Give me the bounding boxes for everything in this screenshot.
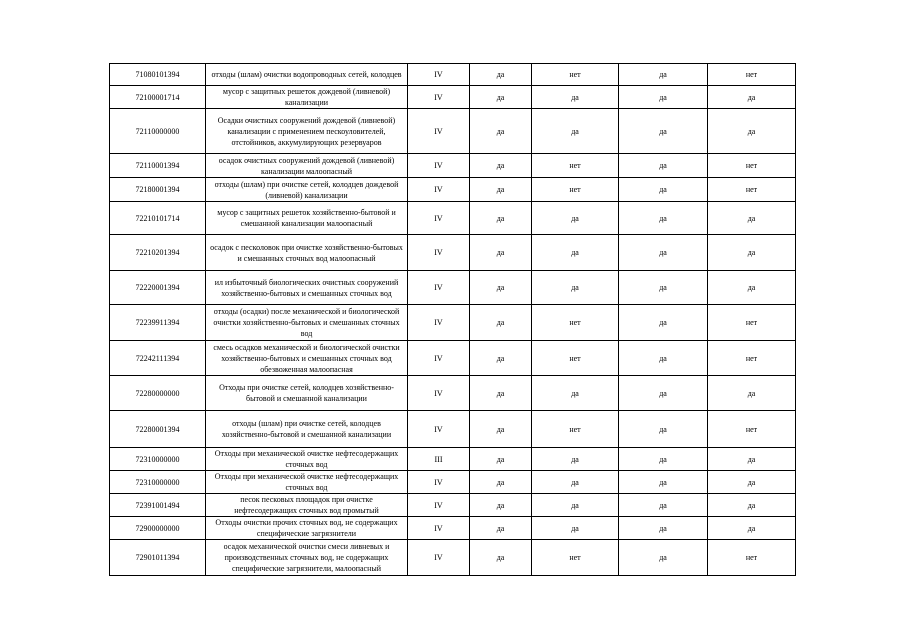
flag-cell-4: да — [708, 109, 796, 154]
flag-cell-3: да — [619, 178, 708, 202]
flag-cell-3: да — [619, 305, 708, 341]
waste-name-cell: осадок механической очистки смеси ливневых и производственных сточных вод, не содержащих специфические загрязнители, малоопасный — [206, 540, 408, 576]
flag-cell-3: да — [619, 376, 708, 411]
flag-cell-4: да — [708, 271, 796, 305]
hazard-class-cell: IV — [408, 376, 470, 411]
waste-code-cell: 72210201394 — [110, 235, 206, 271]
flag-cell-2: да — [532, 271, 619, 305]
table-row — [110, 271, 796, 305]
flag-cell-3: да — [619, 271, 708, 305]
hazard-class-cell: IV — [408, 202, 470, 235]
waste-name-cell: отходы (шлам) при очистке сетей, колодцев хозяйственно-бытовой и смешанной канализации — [206, 411, 408, 448]
table-row — [110, 86, 796, 109]
waste-code-cell: 72242111394 — [110, 341, 206, 376]
flag-cell-3: да — [619, 448, 708, 471]
hazard-class-cell: IV — [408, 494, 470, 517]
table-row — [110, 411, 796, 448]
flag-cell-4: да — [708, 471, 796, 494]
flag-cell-1: да — [470, 202, 532, 235]
waste-code-cell: 72100001714 — [110, 86, 206, 109]
flag-cell-1: да — [470, 235, 532, 271]
hazard-class-cell: IV — [408, 305, 470, 341]
flag-cell-4: нет — [708, 154, 796, 178]
waste-name-cell: Отходы при очистке сетей, колодцев хозяйственно-бытовой и смешанной канализации — [206, 376, 408, 411]
waste-code-cell: 72280001394 — [110, 411, 206, 448]
flag-cell-1: да — [470, 540, 532, 576]
flag-cell-3: да — [619, 154, 708, 178]
flag-cell-4: да — [708, 517, 796, 540]
waste-name-cell: Отходы при механической очистке нефтесодержащих сточных вод — [206, 471, 408, 494]
flag-cell-1: да — [470, 471, 532, 494]
flag-cell-1: да — [470, 411, 532, 448]
hazard-class-cell: IV — [408, 540, 470, 576]
hazard-class-cell: IV — [408, 109, 470, 154]
hazard-class-cell: IV — [408, 235, 470, 271]
waste-table-body — [110, 64, 796, 576]
waste-code-cell: 72220001394 — [110, 271, 206, 305]
flag-cell-4: да — [708, 86, 796, 109]
flag-cell-4: нет — [708, 178, 796, 202]
flag-cell-2: нет — [532, 411, 619, 448]
table-row — [110, 376, 796, 411]
flag-cell-1: да — [470, 494, 532, 517]
hazard-class-cell: IV — [408, 86, 470, 109]
table-row — [110, 540, 796, 576]
hazard-class-cell: IV — [408, 154, 470, 178]
flag-cell-1: да — [470, 86, 532, 109]
hazard-class-cell: IV — [408, 517, 470, 540]
flag-cell-4: нет — [708, 540, 796, 576]
table-row — [110, 341, 796, 376]
waste-name-cell: отходы (шлам) при очистке сетей, колодцев дождевой (ливневой) канализации — [206, 178, 408, 202]
flag-cell-2: да — [532, 494, 619, 517]
waste-code-cell: 72280000000 — [110, 376, 206, 411]
flag-cell-4: нет — [708, 411, 796, 448]
waste-name-cell: мусор с защитных решеток дождевой (ливневой) канализации — [206, 86, 408, 109]
flag-cell-4: да — [708, 235, 796, 271]
flag-cell-3: да — [619, 109, 708, 154]
waste-code-cell: 72310000000 — [110, 471, 206, 494]
waste-name-cell: Осадки очистных сооружений дождевой (ливневой) канализации с применением пескоуловителей, отстойников, аккумулирующих резервуаров — [206, 109, 408, 154]
flag-cell-2: да — [532, 376, 619, 411]
waste-name-cell: Отходы очистки прочих сточных вод, не содержащих специфические загрязнители — [206, 517, 408, 540]
flag-cell-2: нет — [532, 64, 619, 86]
waste-name-cell: ил избыточный биологических очистных сооружений хозяйственно-бытовых и смешанных сточных вод — [206, 271, 408, 305]
waste-code-cell: 72310000000 — [110, 448, 206, 471]
flag-cell-2: да — [532, 471, 619, 494]
waste-code-cell: 72901011394 — [110, 540, 206, 576]
table-row — [110, 235, 796, 271]
hazard-class-cell: IV — [408, 471, 470, 494]
flag-cell-1: да — [470, 305, 532, 341]
flag-cell-1: да — [470, 154, 532, 178]
waste-code-cell: 72239911394 — [110, 305, 206, 341]
table-row — [110, 448, 796, 471]
flag-cell-2: нет — [532, 178, 619, 202]
flag-cell-4: да — [708, 448, 796, 471]
hazard-class-cell: IV — [408, 178, 470, 202]
flag-cell-1: да — [470, 109, 532, 154]
flag-cell-3: да — [619, 86, 708, 109]
table-row — [110, 64, 796, 86]
flag-cell-3: да — [619, 517, 708, 540]
waste-code-cell: 72210101714 — [110, 202, 206, 235]
flag-cell-2: нет — [532, 540, 619, 576]
flag-cell-4: нет — [708, 305, 796, 341]
table-row — [110, 517, 796, 540]
flag-cell-1: да — [470, 517, 532, 540]
flag-cell-4: да — [708, 494, 796, 517]
flag-cell-3: да — [619, 202, 708, 235]
flag-cell-4: да — [708, 376, 796, 411]
flag-cell-1: да — [470, 64, 532, 86]
table-row — [110, 178, 796, 202]
hazard-class-cell: III — [408, 448, 470, 471]
hazard-class-cell: IV — [408, 341, 470, 376]
flag-cell-4: да — [708, 202, 796, 235]
flag-cell-1: да — [470, 271, 532, 305]
table-row — [110, 471, 796, 494]
flag-cell-2: да — [532, 235, 619, 271]
waste-table — [109, 63, 796, 576]
waste-code-cell: 72391001494 — [110, 494, 206, 517]
table-row — [110, 305, 796, 341]
flag-cell-1: да — [470, 448, 532, 471]
waste-code-cell: 72180001394 — [110, 178, 206, 202]
flag-cell-2: нет — [532, 305, 619, 341]
flag-cell-4: нет — [708, 64, 796, 86]
hazard-class-cell: IV — [408, 271, 470, 305]
waste-name-cell: отходы (осадки) после механической и биологической очистки хозяйственно-бытовых и смешанных сточных вод — [206, 305, 408, 341]
waste-name-cell: мусор с защитных решеток хозяйственно-бытовой и смешанной канализации малоопасный — [206, 202, 408, 235]
waste-code-cell: 72900000000 — [110, 517, 206, 540]
flag-cell-2: да — [532, 517, 619, 540]
waste-code-cell: 72110000000 — [110, 109, 206, 154]
flag-cell-2: нет — [532, 154, 619, 178]
waste-name-cell: Отходы при механической очистке нефтесодержащих сточных вод — [206, 448, 408, 471]
waste-name-cell: песок песковых площадок при очистке нефтесодержащих сточных вод промытый — [206, 494, 408, 517]
flag-cell-3: да — [619, 64, 708, 86]
flag-cell-2: да — [532, 202, 619, 235]
waste-code-cell: 71080101394 — [110, 64, 206, 86]
table-row — [110, 154, 796, 178]
table-row — [110, 109, 796, 154]
flag-cell-4: нет — [708, 341, 796, 376]
flag-cell-3: да — [619, 235, 708, 271]
hazard-class-cell: IV — [408, 411, 470, 448]
flag-cell-2: нет — [532, 341, 619, 376]
waste-name-cell: осадок очистных сооружений дождевой (ливневой) канализации малоопасный — [206, 154, 408, 178]
flag-cell-1: да — [470, 376, 532, 411]
flag-cell-3: да — [619, 540, 708, 576]
waste-code-cell: 72110001394 — [110, 154, 206, 178]
flag-cell-2: да — [532, 86, 619, 109]
flag-cell-1: да — [470, 178, 532, 202]
table-row — [110, 202, 796, 235]
table-row — [110, 494, 796, 517]
hazard-class-cell: IV — [408, 64, 470, 86]
flag-cell-3: да — [619, 411, 708, 448]
waste-name-cell: смесь осадков механической и биологической очистки хозяйственно-бытовых и смешанных сточных вод обезвоженная малоопасная — [206, 341, 408, 376]
waste-name-cell: осадок с песколовок при очистке хозяйственно-бытовых и смешанных сточных вод малоопасный — [206, 235, 408, 271]
flag-cell-1: да — [470, 341, 532, 376]
flag-cell-2: да — [532, 448, 619, 471]
flag-cell-3: да — [619, 471, 708, 494]
flag-cell-3: да — [619, 494, 708, 517]
flag-cell-3: да — [619, 341, 708, 376]
flag-cell-2: да — [532, 109, 619, 154]
waste-name-cell: отходы (шлам) очистки водопроводных сетей, колодцев — [206, 64, 408, 86]
